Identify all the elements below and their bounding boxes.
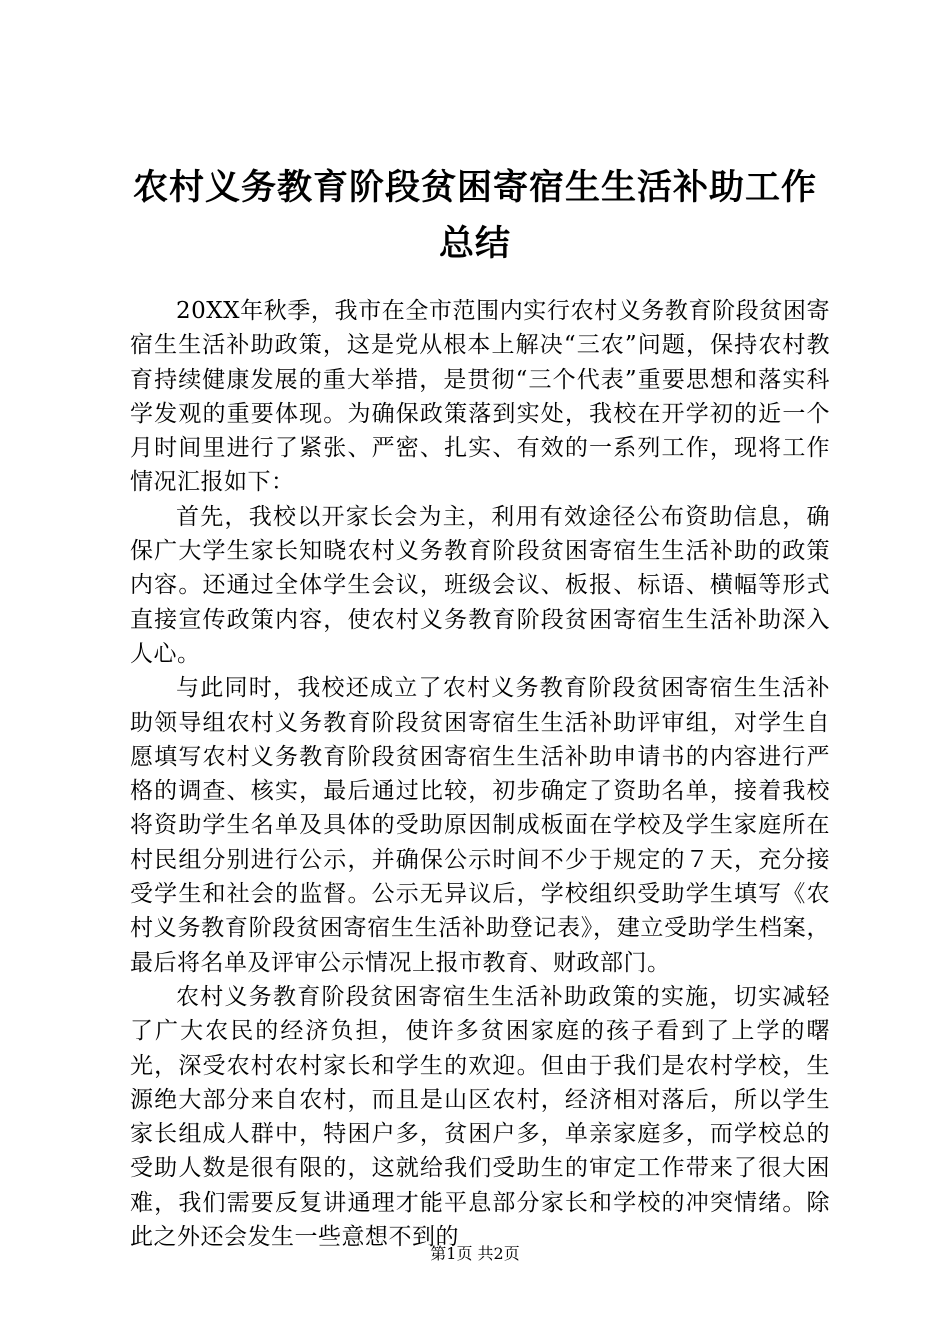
document-body: [130, 294, 830, 1254]
paragraph-1: 20XX年秋季，我市在全市范围内实行农村义务教育阶段贫困寄宿生生活补助政策，这是党从根本上解决“三农”问题，保持农村教育持续健康发展的重大举措，是贯彻“三个代表”重要思想和落实科学发观的重要体现。为确保政策落到实处，我校在开学初的近一个月时间里进行了紧张、严密、扎实、有效的一系列工作，现将工作情况汇报如下：: [130, 298, 830, 496]
paragraph-2: 首先，我校以开家长会为主，利用有效途径公布资助信息，确保广大学生家长知晓农村义务教育阶段贫困寄宿生生活补助的政策内容。还通过全体学生会议，班级会议、板报、标语、横幅等形式直接宣传政策内容，使农村义务教育阶段贫困寄宿生生活补助深入人心。: [130, 503, 830, 667]
paragraph-4: 农村义务教育阶段贫困寄宿生生活补助政策的实施，切实减轻了广大农民的经济负担，使许多贫困家庭的孩子看到了上学的曙光，深受农村农村家长和学生的欢迎。但由于我们是农村学校，生源绝大部分来自农村，而且是山区农村，经济相对落后，所以学生家长组成人群中，特困户多，贫困户多，单亲家庭多，而学校总的受助人数是很有限的，这就给我们受助生的审定工作带来了很大困难，我们需要反复讲通理才能平息部分家长和学校的冲突情绪。除此之外还会发生一些意想不到的: [130, 983, 830, 1251]
paragraph-3: 与此同时，我校还成立了农村义务教育阶段贫困寄宿生生活补助领导组农村义务教育阶段贫困寄宿生生活补助评审组，对学生自愿填写农村义务教育阶段贫困寄宿生生活补助申请书的内容进行严格的调查、核实，最后通过比较，初步确定了资助名单，接着我校将资助学生名单及具体的受助原因制成板面在学校及学生家庭所在村民组分别进行公示，并确保公示时间不少于规定的７天，充分接受学生和社会的监督。公示无异议后，学校组织受助学生填写《农村义务教育阶段贫困寄宿生生活补助登记表》，建立受助学生档案，最后将名单及评审公示情况上报市教育、财政部门。: [130, 675, 830, 976]
page-footer: 第1页 共2页: [430, 1244, 520, 1263]
document-title: 农村义务教育阶段贫困寄宿生生活补助工作总结: [132, 168, 817, 264]
